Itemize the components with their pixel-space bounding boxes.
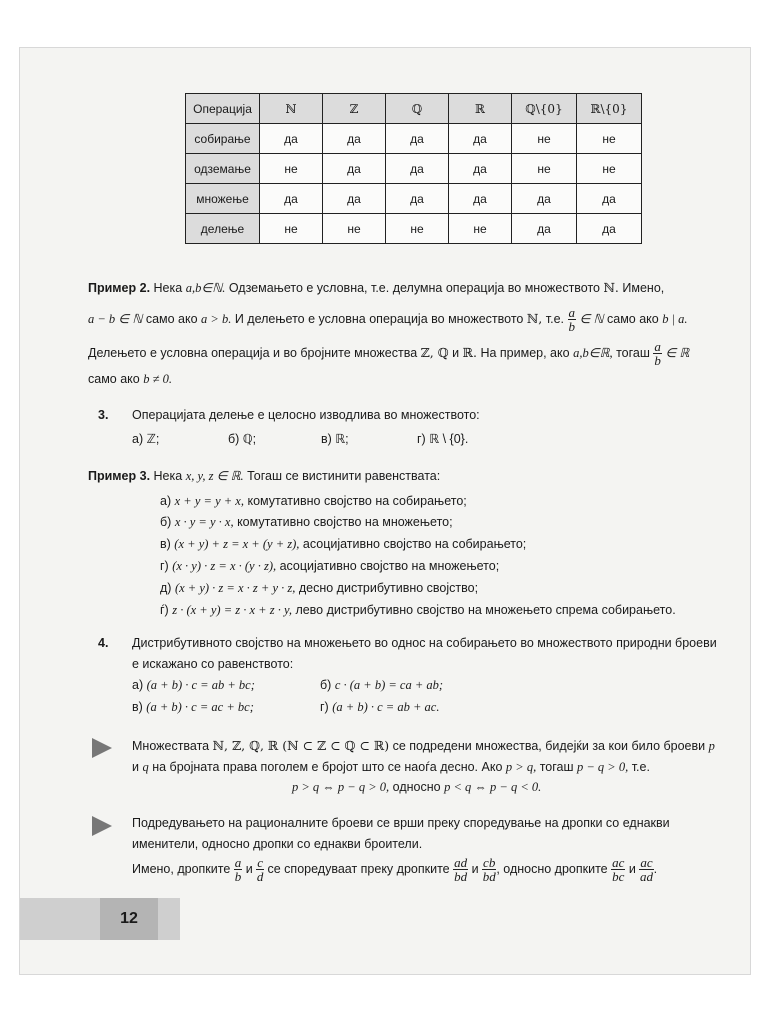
- fraction: [482, 856, 496, 883]
- text: само ако: [145, 311, 198, 326]
- table-header-cell: ℚ: [386, 94, 449, 124]
- table-cell: не: [449, 214, 512, 244]
- table-header-cell: ℝ: [449, 94, 512, 124]
- text: комутативно својство на множењето;: [237, 515, 453, 529]
- list-item: [160, 603, 676, 618]
- fraction: [653, 340, 662, 367]
- numerator: c: [257, 855, 264, 870]
- example3-intro: [88, 468, 440, 484]
- question3-number: 3.: [98, 408, 109, 422]
- table-header-cell: ℚ\{0}: [512, 94, 577, 124]
- text: .: [653, 861, 658, 876]
- table-cell: да: [512, 184, 577, 214]
- question4-option: [132, 678, 255, 693]
- table-cell: да: [577, 214, 642, 244]
- table-header-cell: ℤ: [323, 94, 386, 124]
- table-cell: не: [323, 214, 386, 244]
- text: Нека: [153, 281, 183, 295]
- table-header-row: [186, 94, 642, 124]
- math: ∈ ℝ: [665, 345, 690, 360]
- question4-option: [132, 700, 254, 715]
- list-item: [160, 537, 526, 552]
- numerator: a: [568, 305, 575, 320]
- item-letter: ѓ): [160, 603, 169, 617]
- example2-line3: [88, 340, 689, 367]
- text: и: [452, 345, 460, 360]
- fraction: [453, 856, 468, 883]
- table-header-cell: ℝ\{0}: [577, 94, 642, 124]
- text: само ако: [88, 372, 140, 386]
- text: т.е.: [545, 311, 565, 326]
- table-cell: не: [386, 214, 449, 244]
- option-letter: а): [132, 678, 144, 692]
- fraction: [611, 856, 625, 883]
- page-number: 12: [100, 898, 158, 940]
- text: се подредени множества, бидејќи за кои било броеви: [392, 739, 706, 753]
- item-letter: д): [160, 581, 172, 595]
- math: ℕ, ℤ, ℚ, ℝ (ℕ ⊂ ℤ ⊂ ℚ ⊂ ℝ): [212, 738, 390, 753]
- denominator: ad: [640, 869, 653, 884]
- text: Имено,: [622, 281, 665, 295]
- table-cell: да: [323, 124, 386, 154]
- example3-label: Пример 3.: [88, 469, 151, 483]
- table-row-label: собирање: [186, 124, 260, 154]
- question3-option: а) ℤ;: [132, 432, 160, 446]
- math: (x + y) · z = x · z + y · z,: [174, 581, 296, 595]
- denominator: b: [654, 353, 661, 368]
- table-row: [186, 154, 642, 184]
- question3-option: б) ℚ;: [228, 432, 257, 446]
- textbook-page: [20, 48, 750, 974]
- text: Множествата: [132, 739, 210, 753]
- text: На пример, ако: [480, 345, 570, 360]
- arrow-bullet-icon: [92, 816, 112, 836]
- math: (a + b) · c = ab + ac.: [332, 700, 440, 714]
- table-cell: да: [386, 124, 449, 154]
- arrow-bullet-icon: [92, 738, 112, 758]
- text: и: [471, 861, 479, 876]
- question3-text: Операцијата делење е целосно изводлива во множеството:: [132, 408, 480, 422]
- option-letter: б): [320, 678, 332, 692]
- math: ∈ ℕ: [579, 311, 604, 326]
- example2-label: Пример 2.: [88, 281, 151, 295]
- example2-line1: [88, 280, 664, 296]
- math: a,b∈ℝ,: [573, 345, 613, 360]
- denominator: d: [256, 869, 264, 884]
- table-cell: да: [386, 184, 449, 214]
- math: ℝ.: [462, 344, 477, 360]
- table-corner-cell: Операција: [186, 94, 260, 124]
- numerator: ac: [612, 855, 625, 870]
- table-cell: не: [512, 124, 577, 154]
- table-cell: да: [449, 124, 512, 154]
- math: b | a.: [662, 311, 688, 326]
- numerator: ac: [640, 855, 653, 870]
- math: x + y = y + x,: [174, 494, 244, 508]
- note2-line2: именители, односно дропки со еднакви броители.: [132, 837, 423, 851]
- text: Делењето е условна операција и во бројните множества: [88, 345, 418, 360]
- list-item: [160, 581, 478, 596]
- table-cell: да: [386, 154, 449, 184]
- table-row-label: делење: [186, 214, 260, 244]
- table-row: [186, 124, 642, 154]
- denominator: bd: [454, 869, 468, 884]
- denominator: bc: [612, 869, 625, 884]
- text: тогаш: [616, 345, 650, 360]
- text: , односно дропките: [496, 861, 608, 876]
- denominator: b: [568, 319, 575, 334]
- math: p < q ⇔ p − q < 0.: [444, 780, 542, 794]
- question4-number: 4.: [98, 636, 109, 650]
- math: (x · y) · z = x · (y · z),: [172, 559, 277, 573]
- math: q: [142, 760, 149, 774]
- note1-line1: [132, 738, 715, 754]
- table-header-cell: ℕ: [260, 94, 323, 124]
- table-cell: не: [577, 124, 642, 154]
- text: Нека: [153, 469, 183, 483]
- denominator: bd: [482, 869, 496, 884]
- option-letter: в): [132, 700, 143, 714]
- table-cell: да: [577, 184, 642, 214]
- table-row: [186, 214, 642, 244]
- list-item: [160, 515, 453, 530]
- text: односно: [392, 780, 441, 794]
- item-letter: а): [160, 494, 172, 508]
- question4-text-line1: Дистрибутивното својство на множењето во однос на собирањето во множеството природни броеви: [132, 636, 717, 650]
- math: p > q ⇔ p − q > 0,: [292, 780, 390, 794]
- list-item: [160, 559, 499, 574]
- math: (x + y) + z = x + (y + z),: [174, 537, 300, 551]
- item-letter: г): [160, 559, 169, 573]
- text: се споредуваат преку дропките: [267, 861, 450, 876]
- numerator: cb: [483, 855, 496, 870]
- note2-line3: [132, 856, 657, 883]
- math: ℕ.: [603, 280, 619, 295]
- table-cell: не: [260, 214, 323, 244]
- text: асоцијативно својство на собирањето;: [302, 537, 527, 551]
- question4-text-line2: е искажано со равенството:: [132, 657, 294, 671]
- math: z · (x + y) = z · x + z · y,: [172, 603, 292, 617]
- table-cell: не: [512, 154, 577, 184]
- math: a − b ∈ ℕ: [88, 311, 143, 326]
- text: само ако: [607, 311, 659, 326]
- math: ℤ, ℚ: [420, 344, 449, 360]
- note1-line3: [292, 780, 541, 795]
- item-letter: в): [160, 537, 171, 551]
- table-cell: да: [260, 184, 323, 214]
- note1-line2: [132, 760, 650, 775]
- math: a,b∈ℕ.: [185, 281, 226, 295]
- numerator: a: [234, 855, 242, 870]
- table-row: [186, 184, 642, 214]
- fraction: [639, 856, 653, 883]
- fraction: [234, 856, 243, 883]
- text: десно дистрибутивно својство;: [298, 581, 479, 595]
- math: x, y, z ∈ ℝ.: [185, 469, 244, 483]
- note2-line1: Подредувањето на рационалните броеви се врши преку споредување на дропки со еднакви: [132, 816, 670, 830]
- math: a > b.: [201, 311, 232, 326]
- fraction: [568, 306, 577, 333]
- text: и: [628, 861, 636, 876]
- math: c · (a + b) = ca + ab;: [334, 678, 444, 692]
- table-row-label: множење: [186, 184, 260, 214]
- example2-line4: [88, 372, 172, 387]
- question4-option: [320, 678, 443, 693]
- text: и: [132, 760, 139, 774]
- text: Тогаш се вистинити равенствата:: [247, 469, 441, 483]
- math: p − q > 0,: [576, 760, 629, 774]
- item-letter: б): [160, 515, 172, 529]
- question3-option: в) ℝ;: [321, 432, 349, 446]
- operations-table: [185, 93, 642, 244]
- numerator: a: [654, 339, 661, 354]
- table-cell: да: [449, 154, 512, 184]
- question4-option: [320, 700, 439, 715]
- math: p: [708, 739, 715, 753]
- text: на бројната права поголем е бројот што се наоѓа десно. Ако: [152, 760, 503, 774]
- math: p > q,: [505, 760, 537, 774]
- table-cell: да: [323, 184, 386, 214]
- table-row-label: одземање: [186, 154, 260, 184]
- table-cell: да: [449, 184, 512, 214]
- math: b ≠ 0.: [143, 372, 172, 386]
- text: И делењето е условна операција во множеството: [234, 311, 524, 326]
- text: тогаш: [539, 760, 574, 774]
- text: комутативно својство на собирањето;: [247, 494, 467, 508]
- table-cell: да: [323, 154, 386, 184]
- text: Одземањето е условна, т.е. делумна операција во множеството: [228, 281, 601, 295]
- list-item: [160, 494, 467, 509]
- example2-line2: [88, 306, 688, 333]
- table-cell: да: [260, 124, 323, 154]
- table-cell: не: [260, 154, 323, 184]
- numerator: ad: [454, 855, 468, 870]
- math: ℕ,: [526, 310, 543, 326]
- text: асоцијативно својство на множењето;: [279, 559, 500, 573]
- text: лево дистрибутивно својство на множењето спрема собирањето.: [295, 603, 676, 617]
- text: и: [245, 861, 253, 876]
- math: (a + b) · c = ac + bc;: [146, 700, 254, 714]
- denominator: b: [234, 869, 242, 884]
- math: x · y = y · x,: [174, 515, 234, 529]
- math: (a + b) · c = ab + bc;: [146, 678, 255, 692]
- question3-option: г) ℝ \ {0}.: [417, 432, 469, 446]
- table-cell: да: [512, 214, 577, 244]
- fraction: [256, 856, 264, 883]
- text: т.е.: [631, 760, 650, 774]
- table-cell: не: [577, 154, 642, 184]
- text: Имено, дропките: [132, 861, 231, 876]
- option-letter: г): [320, 700, 329, 714]
